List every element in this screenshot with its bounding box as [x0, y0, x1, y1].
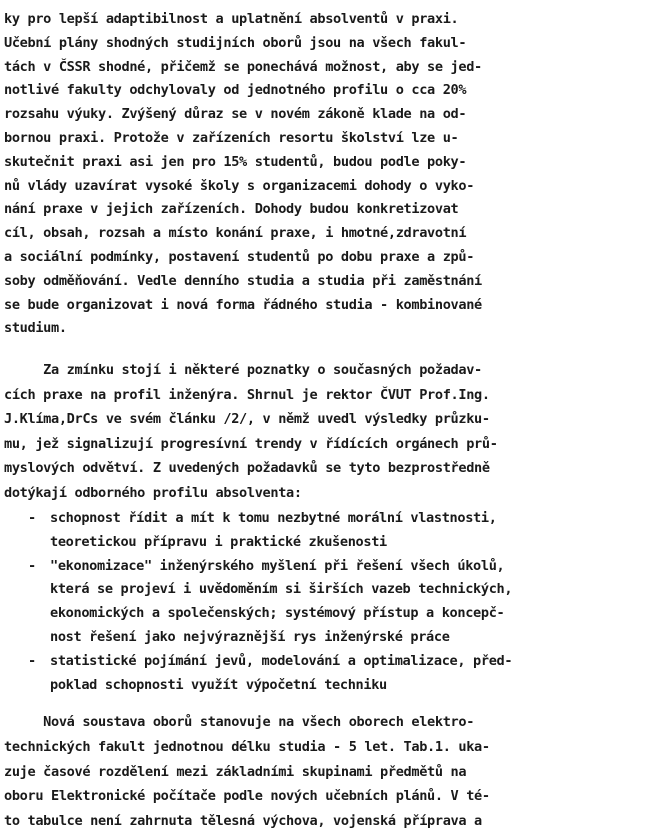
paragraph-2-line: J.Klíma,DrCs ve svém článku /2/, v němž uvedl výsledky průzku- — [4, 411, 490, 428]
closing-paragraph-line: technických fakult jednotnou délku studia - 5 let. Tab.1. uka- — [4, 738, 490, 755]
bullet-item-line: "ekonomizace" inženýrského myšlení při řešení všech úkolů, — [50, 557, 505, 574]
paragraph-1-line: bornou praxi. Protože v zařízeních resortu školství lze u- — [4, 130, 459, 146]
paragraph-2-line: cích praxe na profil inženýra. Shrnul je rektor ČVUT Prof.Ing. — [4, 386, 490, 403]
paragraph-1-line: nů vlády uzavírat vysoké školy s organizacemi dohody o vyko- — [4, 177, 475, 194]
closing-paragraph-line: Nová soustava oborů stanovuje na všech oborech elektro- — [4, 714, 475, 730]
closing-paragraph-line: oboru Elektronické počítače podle nových učebních plánů. V té- — [4, 788, 490, 805]
paragraph-1-line: studium. — [4, 320, 67, 337]
bullet-item-line: která se projeví i uvědoměním si širších vazeb technických, — [50, 581, 513, 598]
bullet-marker: - — [28, 557, 36, 574]
bullet-item-line: statistické pojímání jevů, modelování a optimalizace, před- — [50, 652, 513, 669]
bullet-item-line: nost řešení jako nejvýraznější rys inženýrské práce — [50, 629, 450, 645]
paragraph-2-line: Za zmínku stojí i některé poznatky o současných požadav- — [4, 362, 482, 378]
closing-paragraph-line: to tabulce není zahrnuta tělesná výchova, vojenská příprava a — [4, 813, 482, 830]
bullet-item-line: teoretickou přípravu i praktické zkušenosti — [50, 533, 387, 550]
bullet-marker: - — [28, 510, 36, 526]
paragraph-2-line: dotýkají odborného profilu absolventa: — [4, 485, 302, 501]
closing-paragraph-line: zuje časové rozdělení mezi základními skupinami předmětů na — [4, 763, 467, 780]
paragraph-1-line: soby odměňování. Vedle denního studia a studia při zaměstnání — [4, 272, 482, 289]
paragraph-1-line: Učební plány shodných studijních oborů jsou na všech fakul- — [4, 34, 467, 51]
bullet-item-line: schopnost řídit a mít k tomu nezbytné morální vlastnosti, — [50, 510, 497, 526]
paragraph-1-line: skutečnit praxi asi jen pro 15% studentů, budou podle poky- — [4, 153, 467, 170]
paragraph-1-line: nání praxe v jejich zařízeních. Dohody budou konkretizovat — [4, 201, 459, 218]
paragraph-1-line: se bude organizovat i nová forma řádného studia - kombinované — [4, 296, 482, 313]
bullet-item-line: poklad schopnosti využít výpočetní techniku — [50, 676, 387, 693]
paragraph-1-line: rozsahu výuky. Zvýšený důraz se v novém zákoně klade na od- — [4, 106, 467, 123]
paragraph-2-line: mu, jež signalizují progresívní trendy v řídících orgánech prů- — [4, 435, 498, 452]
paragraph-2-line: myslových odvětví. Z uvedených požadavků se tyto bezprostředně — [4, 460, 490, 477]
bullet-marker: - — [28, 652, 36, 669]
paragraph-1-line: notlivé fakulty odchylovaly od jednotného profilu o cca 20% — [4, 82, 467, 99]
paragraph-1-line: tách v ČSSR shodné, přičemž se ponechává možnost, aby se jed- — [4, 58, 482, 75]
bullet-item-line: ekonomických a společenských; systémový přístup a koncepč- — [50, 605, 505, 622]
paragraph-1-line: cíl, obsah, rozsah a místo konání praxe, i hmotné,zdravotní — [4, 225, 467, 242]
paragraph-1-line: ky pro lepší adaptibilnost a uplatnění absolventů v praxi. — [4, 11, 459, 27]
paragraph-1-line: a sociální podmínky, postavení studentů po dobu praxe a způ- — [4, 249, 475, 265]
